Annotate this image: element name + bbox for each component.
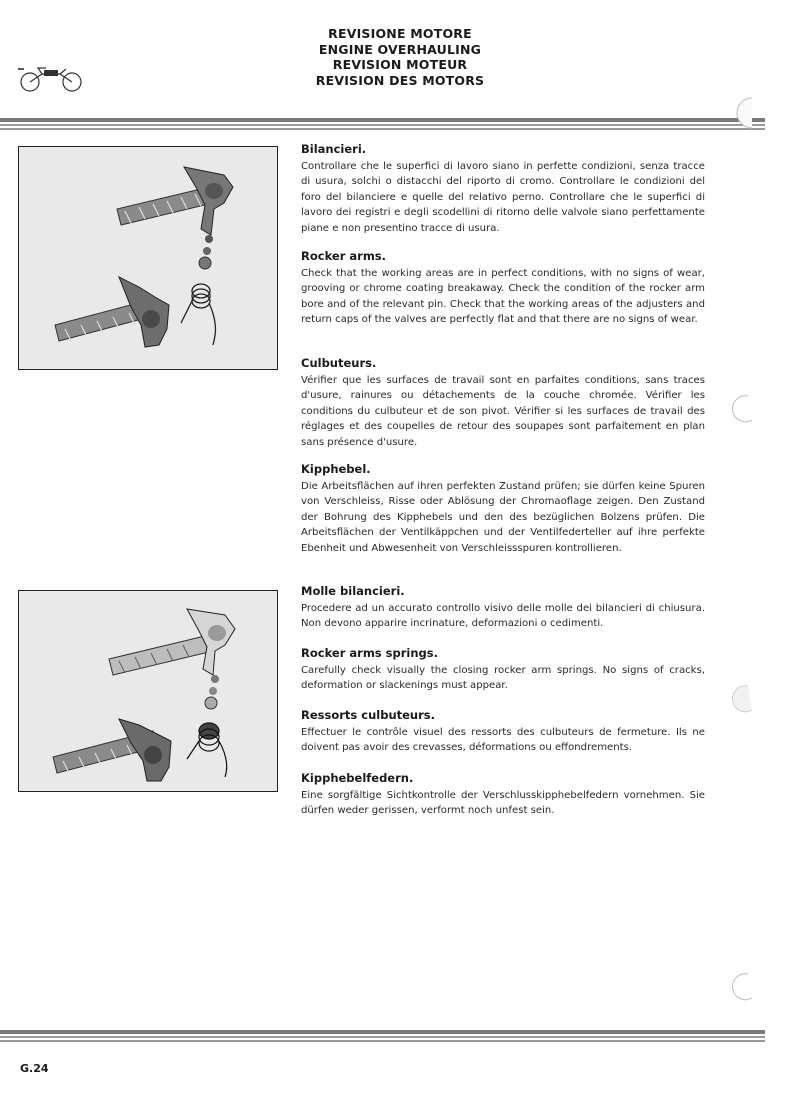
section-body: Carefully check visually the closing rocker arm springs. No signs of cracks, deformation or slackenings must appear. — [301, 665, 705, 692]
title-italian: REVISIONE MOTORE — [328, 26, 472, 41]
section-kipphebel — [301, 462, 705, 556]
section-body: Die Arbeitsflächen auf ihren perfekten Zustand prüfen; sie dürfen keine Spuren von Verschleiss, Risse oder Ablösung der Chromaoflage zeigen. Den Zustand der Bohrung des Kipphebels und den des bezüglichen Bolzens prüfen. Die Arbeitsflächen der Ventilkäppchen und der Ventilfederteller auf ihre perfekte Ebenheit und Abwesenheit von Verschleissspuren kontrollieren. — [301, 481, 705, 554]
section-body: Eine sorgfältige Sichtkontrolle der Verschlusskipphebelfedern vornehmen. Sie dürfen weder gerissen, verformt noch unfest sein. — [301, 790, 705, 817]
page-number: G.24 — [20, 1062, 49, 1075]
title-french: REVISION MOTEUR — [332, 57, 468, 72]
section-molle-bilancieri — [301, 584, 705, 632]
footer-divider — [0, 1030, 765, 1042]
section-heading: Kipphebel. — [301, 462, 371, 476]
section-heading: Rocker arms. — [301, 249, 387, 263]
header-divider — [0, 118, 765, 130]
section-heading: Kipphebelfedern. — [301, 771, 414, 785]
section-rocker-arms — [301, 249, 705, 328]
section-heading: Ressorts culbuteurs. — [301, 708, 435, 722]
title-english: ENGINE OVERHAULING — [318, 41, 482, 57]
section-bilancieri — [301, 142, 705, 236]
binder-hole-icon — [728, 680, 754, 714]
section-rocker-arms-springs — [301, 646, 705, 694]
title-german: REVISION DES MOTORS — [315, 72, 485, 88]
section-body: Vérifier que les surfaces de travail sont en parfaites conditions, sans traces d'usure, rainures ou détachements de la couche chromée. Vérifier les conditions du culbuteur et de son pivot. Vérifier si les surfaces de travail des réglages et des coupelles de retour des soupapes sont parfaitement en plan sans présence d'usure. — [301, 375, 705, 448]
section-body: Check that the working areas are in perfect conditions, with no signs of wear, grooving or chrome coating breakaway. Check the condition of the rocker arm bore and of the relevant pin. Check that the working areas of the adjusters and return caps of the valves are perfectly flat and that there are no signs of wear. — [301, 268, 705, 326]
section-body: Effectuer le contrôle visuel des ressorts des culbuteurs de fermeture. Ils ne doivent pas avoir des crevasses, déformations ou effondrements. — [301, 727, 705, 754]
section-heading: Molle bilancieri. — [301, 584, 405, 598]
rocker-arm-illustration — [18, 146, 278, 370]
section-body: Procedere ad un accurato controllo visivo delle molle dei bilancieri di chiusura. Non devono apparire incrinature, deformazioni o cedimenti. — [301, 603, 705, 630]
section-heading: Bilancieri. — [301, 142, 367, 156]
rocker-arm-spring-illustration — [18, 590, 278, 792]
binder-hole-icon — [724, 96, 754, 130]
section-kipphebelfedern — [301, 771, 705, 819]
section-ressorts-culbuteurs — [301, 708, 705, 756]
binder-hole-icon — [728, 390, 754, 424]
binder-hole-icon — [728, 968, 754, 1002]
section-heading: Rocker arms springs. — [301, 646, 438, 660]
section-body: Controllare che le superfici di lavoro siano in perfette condizioni, senza tracce di usura, solchi o distacchi del riporto di cromo. Controllare le condizioni del foro del bilanciere e quelle del relativo perno. Controllare che le superfici di lavoro dei registri e degli scodellini di ritorno delle valvole siano perfettamente piane e non presentino tracce di usura. — [301, 161, 705, 234]
motorcycle-icon — [16, 60, 86, 94]
section-culbuteurs — [301, 356, 705, 450]
section-heading: Culbuteurs. — [301, 356, 377, 370]
page-header-titles — [0, 26, 800, 88]
